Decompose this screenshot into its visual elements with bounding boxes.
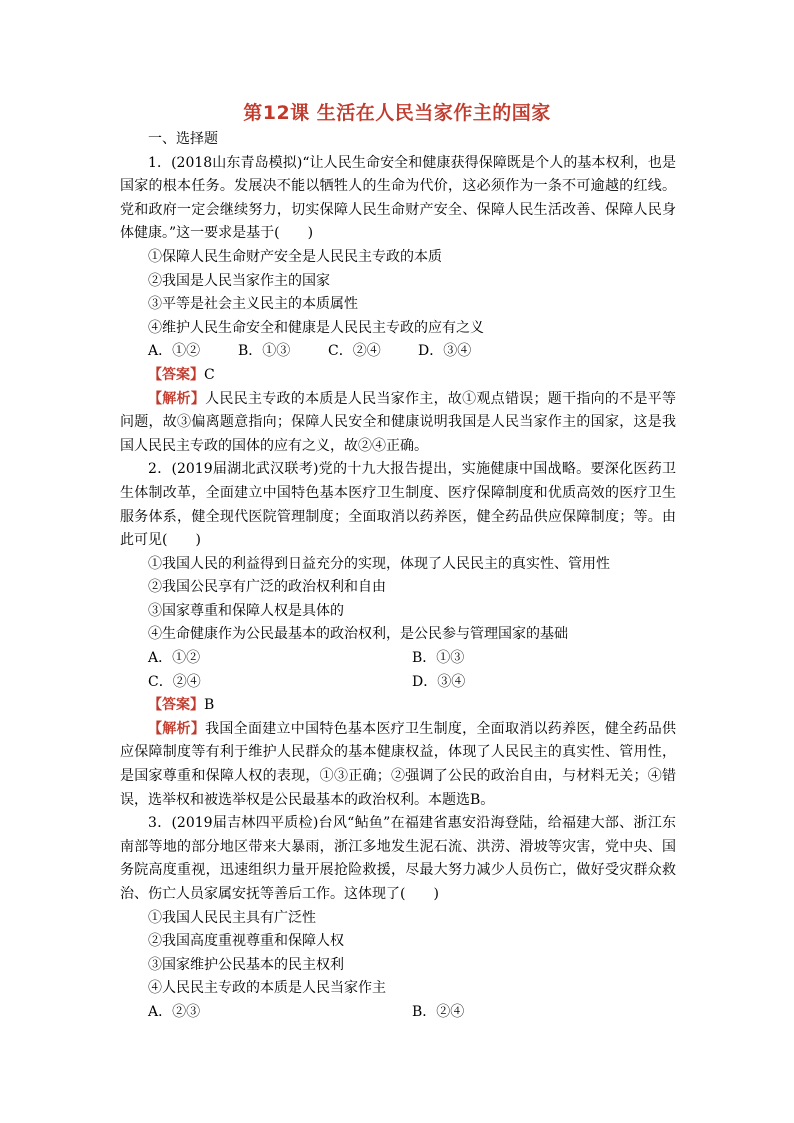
q3-item-3: ③国家维护公民基本的民主权利	[148, 956, 344, 973]
q3-item-1: ①我国人民民主具有广泛性	[148, 909, 316, 926]
q1-item-2: ②我国是人民当家作主的国家	[148, 272, 330, 289]
q3-options-row-1	[120, 1001, 676, 1025]
q2-option-c: C．②④	[148, 673, 201, 690]
q3-item-4: ④人民民主专政的本质是人民当家作主	[148, 980, 386, 997]
q1-options	[120, 340, 676, 364]
q2-item-1: ①我国人民的利益得到日益充分的实现，体现了人民民主的真实性、管用性	[148, 555, 610, 572]
q1-option-c: C．②④	[328, 343, 381, 360]
q3-option-a: A．②③	[148, 1003, 201, 1020]
page-title: 第12课 生活在人民当家作主的国家	[243, 102, 551, 124]
q2-item-3: ③国家尊重和保障人权是具体的	[148, 602, 344, 619]
q1-option-a: A．①②	[148, 343, 201, 360]
analysis-tag: 【解析】	[148, 390, 206, 407]
q2-option-b: B．①③	[412, 650, 465, 667]
answer-tag: 【答案】	[148, 366, 204, 383]
document-body	[120, 128, 676, 1025]
q3-stem: 3．(2019届吉林四平质检)台风“鲇鱼”在福建省惠安沿海登陆，给福建大部、浙江东南部等地的部分地区带来大暴雨，浙江多地发生泥石流、洪涝、滑坡等灾害，党中央、国务院高度重视，迅速组织力量开展抢险救援，尽最大努力减少人员伤亡，做好受灾群众救治、伤亡人员家属安抚等善后工作。这体现了( )	[120, 815, 676, 902]
q3-option-b: B．②④	[412, 1003, 465, 1020]
q1-item-1: ①保障人民生命财产安全是人民民主专政的本质	[148, 248, 442, 265]
q2-options-row-2	[120, 671, 676, 695]
q1-answer	[120, 364, 676, 388]
q3-item-2: ②我国高度重视尊重和保障人权	[148, 933, 344, 950]
analysis-tag: 【解析】	[148, 720, 206, 737]
q1-analysis-text: 人民民主专政的本质是人民当家作主，故①观点错误；题干指向的不是平等问题，故③偏离题意指向；保障人民安全和健康说明我国是人民当家作主的国家，这是我国人民民主专政的国体的应有之义，故②④正确。	[120, 390, 677, 454]
q2-item-2: ②我国公民享有广泛的政治权利和自由	[148, 579, 386, 596]
q2-answer	[120, 694, 676, 718]
q2-analysis-text: 我国全面建立中国特色基本医疗卫生制度，全面取消以药养医，健全药品供应保障制度等有利于维护人民群众的基本健康权益，体现了人民民主的真实性、管用性，是国家尊重和保障人权的表现，①③正确；②强调了公民的政治自由，与材料无关；④错误，选举权和被选举权是公民最基本的政治权利。本题选B。	[120, 720, 677, 808]
q1-answer-value: C	[204, 366, 215, 383]
q2-options-row-1	[120, 647, 676, 671]
q2-item-4: ④生命健康作为公民最基本的政治权利，是公民参与管理国家的基础	[148, 626, 568, 643]
q2-stem: 2．(2019届湖北武汉联考)党的十九大报告提出，实施健康中国战略。要深化医药卫生体制改革，全面建立中国特色基本医疗卫生制度、医疗保障制度和优质高效的医疗卫生服务体系，健全现代医院管理制度；全面取消以药养医，健全药品供应保障制度；等。由此可见( )	[120, 461, 676, 549]
q1-option-b: B．①③	[238, 343, 291, 360]
q1-stem: 1．(2018山东青岛模拟)“让人民生命安全和健康获得保障既是个人的基本权利，也是国家的根本任务。发展决不能以牺牲人的生命为代价，这必须作为一条不可逾越的红线。党和政府一定会继续努力，切实保障人民生命财产安全、保障人民生活改善、保障人民身体健康。”这一要求是基于( )	[120, 154, 676, 242]
q2-option-d: D．③④	[412, 673, 466, 690]
q2-option-a: A．①②	[148, 650, 201, 667]
q2-analysis	[120, 718, 676, 812]
q1-option-d: D．③④	[418, 343, 472, 360]
q1-analysis	[120, 388, 676, 459]
q1-item-3: ③平等是社会主义民主的本质属性	[148, 296, 358, 313]
answer-tag: 【答案】	[148, 697, 204, 714]
section-heading: 一、选择题	[148, 131, 218, 147]
q1-item-4: ④维护人民生命安全和健康是人民民主专政的应有之义	[148, 319, 484, 336]
q2-answer-value: B	[204, 697, 215, 714]
